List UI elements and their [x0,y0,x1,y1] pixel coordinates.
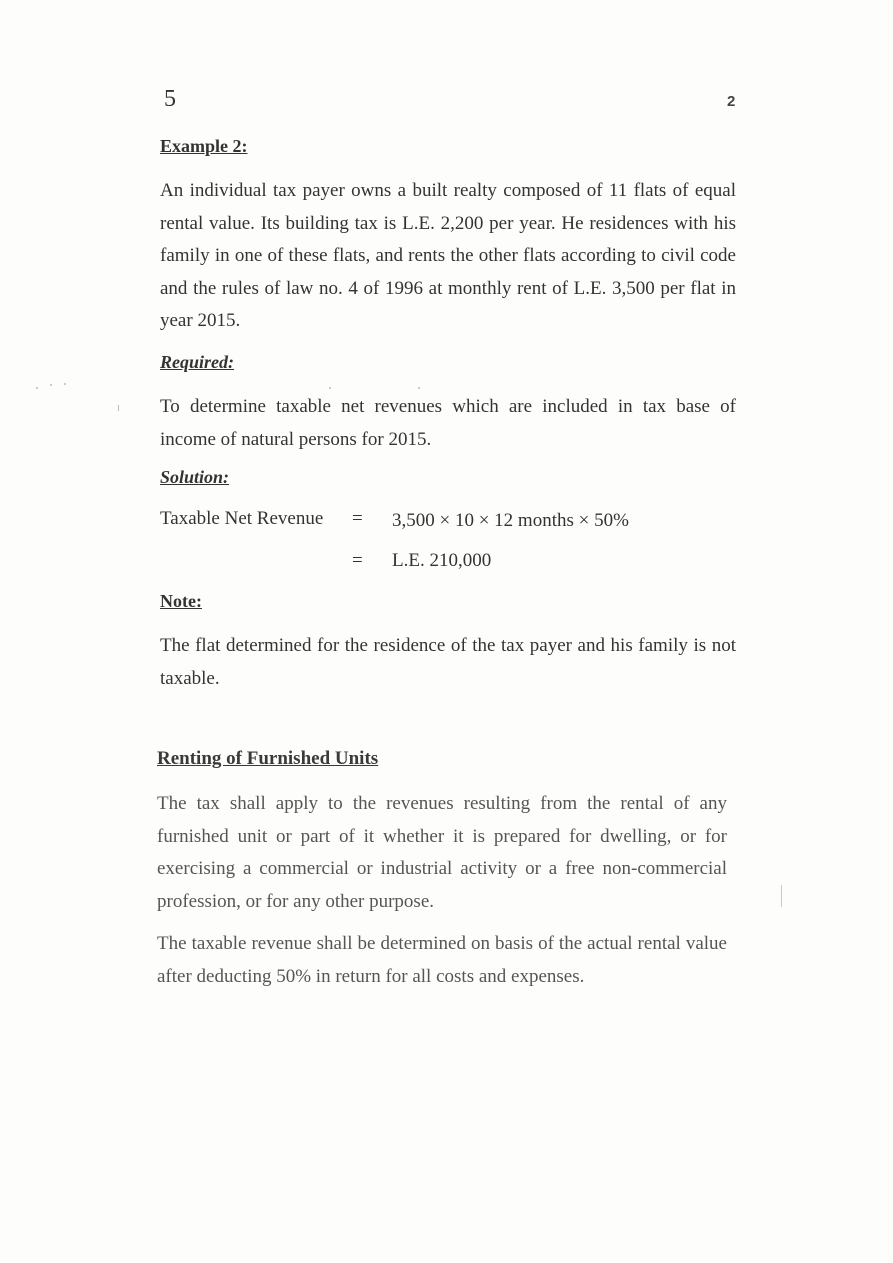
required-paragraph: To determine taxable net revenues which are included in tax base of income of natural persons for 2015. [160,396,736,450]
scan-speck [329,387,331,389]
page-number-right: 2 [727,93,736,110]
calc-result: L.E. 210,000 [392,550,492,571]
calc-equals-1: = [352,508,363,529]
scan-speck [36,387,38,389]
furnished-paragraph-1: The tax shall apply to the revenues resulting from the rental of any furnished unit or part of it whether it is prepared for dwelling, or for exercising a commercial or industrial activity or a free non-commercial profession, or for any other purpose. [157,793,727,912]
solution-heading-block [160,467,736,488]
calc-formula: 3,500 × 10 × 12 months × 50% [392,510,629,531]
scan-speck [64,383,66,385]
furnished-section-title: Renting of Furnished Units [157,748,379,769]
page-number-left: 5 [164,86,176,112]
scan-speck [418,387,420,389]
solution-heading: Solution: [160,467,230,487]
scan-line [781,885,782,907]
note-heading: Note: [160,591,202,611]
example-heading-block [160,136,736,157]
note-heading-block [160,591,736,612]
note-paragraph: The flat determined for the residence of the tax payer and his family is not taxable. [160,635,736,689]
furnished-title-block [157,748,733,770]
calc-equals-2: = [352,550,363,571]
furnished-paragraph-2: The taxable revenue shall be determined on basis of the actual rental value after deducting 50% in return for all costs and expenses. [157,933,727,987]
example-paragraph: An individual tax payer owns a built realty composed of 11 flats of equal rental value. Its building tax is L.E. 2,200 per year. He residences with his family in one of these flats, and rents the other flats according to civil code and the rules of law no. 4 of 1996 at monthly rent of L.E. 3,500 per flat in year 2015. [160,180,736,331]
required-heading-block [160,352,736,373]
calc-label: Taxable Net Revenue [160,508,324,529]
scan-speck [118,405,119,411]
example-heading: Example 2: [160,136,248,156]
required-heading: Required: [160,352,234,372]
scan-speck [50,384,52,386]
